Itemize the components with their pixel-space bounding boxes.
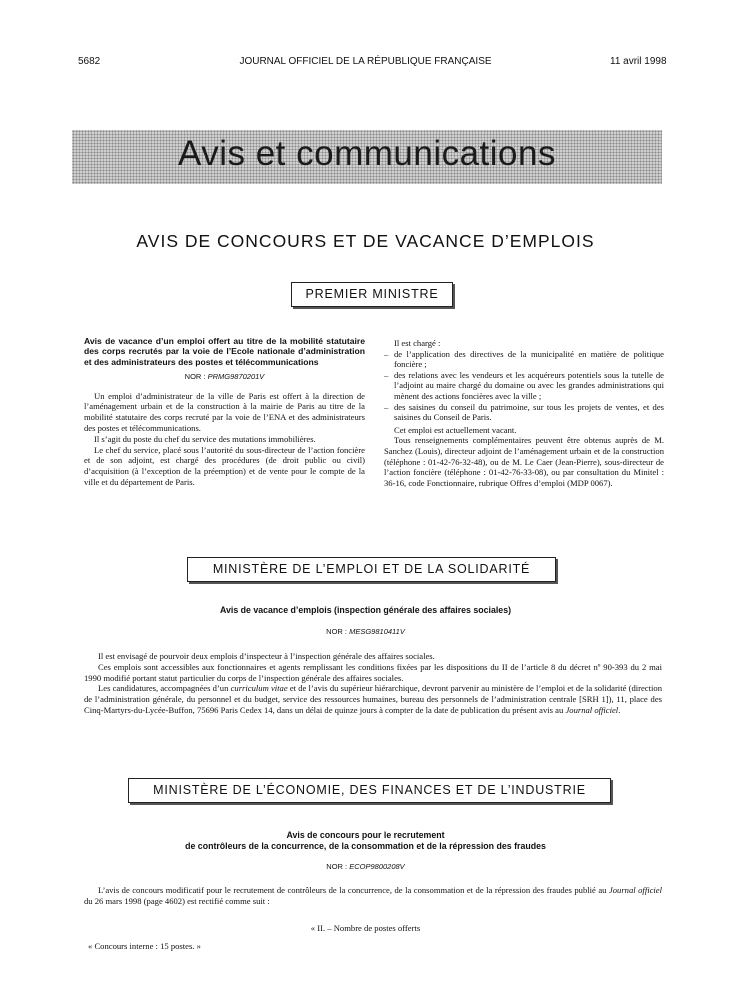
left-column [84, 336, 365, 487]
nor-label: NOR : [326, 627, 347, 636]
ministry-name: MINISTÈRE DE L’ÉCONOMIE, DES FINANCES ET DE L’INDUSTRIE [153, 783, 586, 797]
quote-line: « Concours interne : 15 postes. » [88, 941, 201, 951]
paragraph: Il s’agit du poste du chef du service des mutations immobilières. [94, 434, 316, 445]
ministry-box-economie [128, 778, 611, 803]
list-item: – de l’application des directives de la municipalité en matière de politique foncière ; [384, 349, 664, 370]
notice-body [84, 651, 662, 716]
paragraph: Tous renseignements complémentaires peuvent être obtenus auprès de M. Sanchez (Louis), directeur adjoint de l’aménagement urbain et de la construction (téléphone : 01-42-76-32-48), ou de M. Le Caer (Jean-Pierre), sous-directeur de l’action foncière (téléphone : 01-42-76-33-08), ou par consultation du Minitel : 36-16, code Fonctionnaire, rubrique Offres d’emploi (MDP 0067). [384, 435, 664, 488]
nor-reference [0, 862, 731, 871]
paragraph: Il est chargé : [394, 338, 441, 348]
nor-code: PRMG9870201V [207, 372, 265, 382]
list-item: – des saisines du conseil du patrimoine, sur tous les projets de ventes, et des saisines du Conseil de Paris. [384, 402, 664, 423]
paragraph: Il est envisagé de pourvoir deux emplois d’inspecteur à l’inspection générale des affaires sociales. [98, 651, 435, 661]
nor-reference [84, 372, 365, 383]
section-title: AVIS DE CONCOURS ET DE VACANCE D’EMPLOIS [136, 231, 595, 251]
duties-list [384, 349, 664, 423]
nor-label: NOR : [326, 862, 348, 871]
paragraph: Les candidatures, accompagnées d’un curriculum vitae et de l’avis du supérieur hiérarchique, devront parvenir au ministère de l’emploi et de la solidarité (direction de l’administration générale, du personnel et du budget, service des ressources humaines, bureau des personnels de l’administration centrale [SRH 1]), 11, place des Cinq-Martyrs-du-Lycée-Buffon, 75696 Paris Cedex 14, dans un délai de quinze jours à compter de la date de publication du présent avis au Journal officiel. [84, 683, 662, 715]
nor-code: ECOP9800208V [349, 862, 405, 871]
list-item: – des relations avec les vendeurs et les acquéreurs potentiels sous la tutelle de l’adjoint au maire chargé du domaine ou avec les grandes administrations qui mènent des actions foncières avec la ville ; [384, 370, 664, 402]
quote-heading: « II. – Nombre de postes offerts [310, 923, 421, 933]
nor-label: NOR : [184, 372, 206, 382]
ministry-box-premier-ministre [291, 282, 453, 307]
notice-body [84, 885, 662, 907]
page-number: 5682 [78, 56, 101, 67]
nor-code: MESG9810411V [349, 627, 405, 636]
issue-date: 11 avril 1998 [610, 56, 667, 67]
notice-title: Avis de vacance d’emplois (inspection générale des affaires sociales) [219, 605, 512, 615]
paragraph: Ces emplois sont accessibles aux fonctionnaires et agents remplissant les conditions fixées par les dispositions du II de l’article 8 du décret nº 90-393 du 2 mai 1990 modifié portant statut particulier du corps de l’inspection générale des affaires sociales. [84, 661, 662, 683]
paragraph: L’avis de concours modificatif pour le recrutement de contrôleurs de la concurrence, de la consommation et de la répression des fraudes publié au Journal officiel du 26 mars 1998 (page 4602) est rectifié comme suit : [84, 885, 663, 906]
ministry-name: MINISTÈRE DE L’EMPLOI ET DE LA SOLIDARITÉ [212, 562, 531, 576]
notice-title: Avis de vacance d’un emploi offert au titre de la mobilité statutaire des corps recrutés par la voie de l’Ecole nationale d’administration et des administrateurs des postes et télécommunications [84, 336, 365, 367]
paragraph: Cet emploi est actuellement vacant. [394, 424, 517, 435]
banner-title: Avis et communications [177, 134, 556, 173]
ministry-name: PREMIER MINISTRE [305, 287, 439, 301]
journal-title: JOURNAL OFFICIEL DE LA RÉPUBLIQUE FRANÇAISE [239, 56, 492, 67]
right-column [384, 338, 664, 488]
notice-title-line2: de contrôleurs de la concurrence, de la consommation et de la répression des fraudes [185, 841, 546, 851]
paragraph: Un emploi d’administrateur de la ville de Paris est offert à la direction de l’aménagement urbain et de la construction à la mairie de Paris au titre de la mobilité statutaire des corps recruté par la voie de l’ENA et des administrateurs des postes et télécommunications. [84, 390, 365, 433]
notice-title-line1: Avis de concours pour le recrutement [286, 830, 445, 840]
paragraph: Le chef du service, placé sous l’autorité du sous-directeur de l’action foncière et de son adjoint, est chargé des procédures (de droit public ou civil) d’acquisition (à l’exception de la préemption) et de vente pour le compte de la ville et du département de Paris. [84, 444, 365, 487]
nor-reference [0, 627, 731, 636]
banner [72, 130, 662, 184]
ministry-box-emploi [187, 557, 556, 582]
